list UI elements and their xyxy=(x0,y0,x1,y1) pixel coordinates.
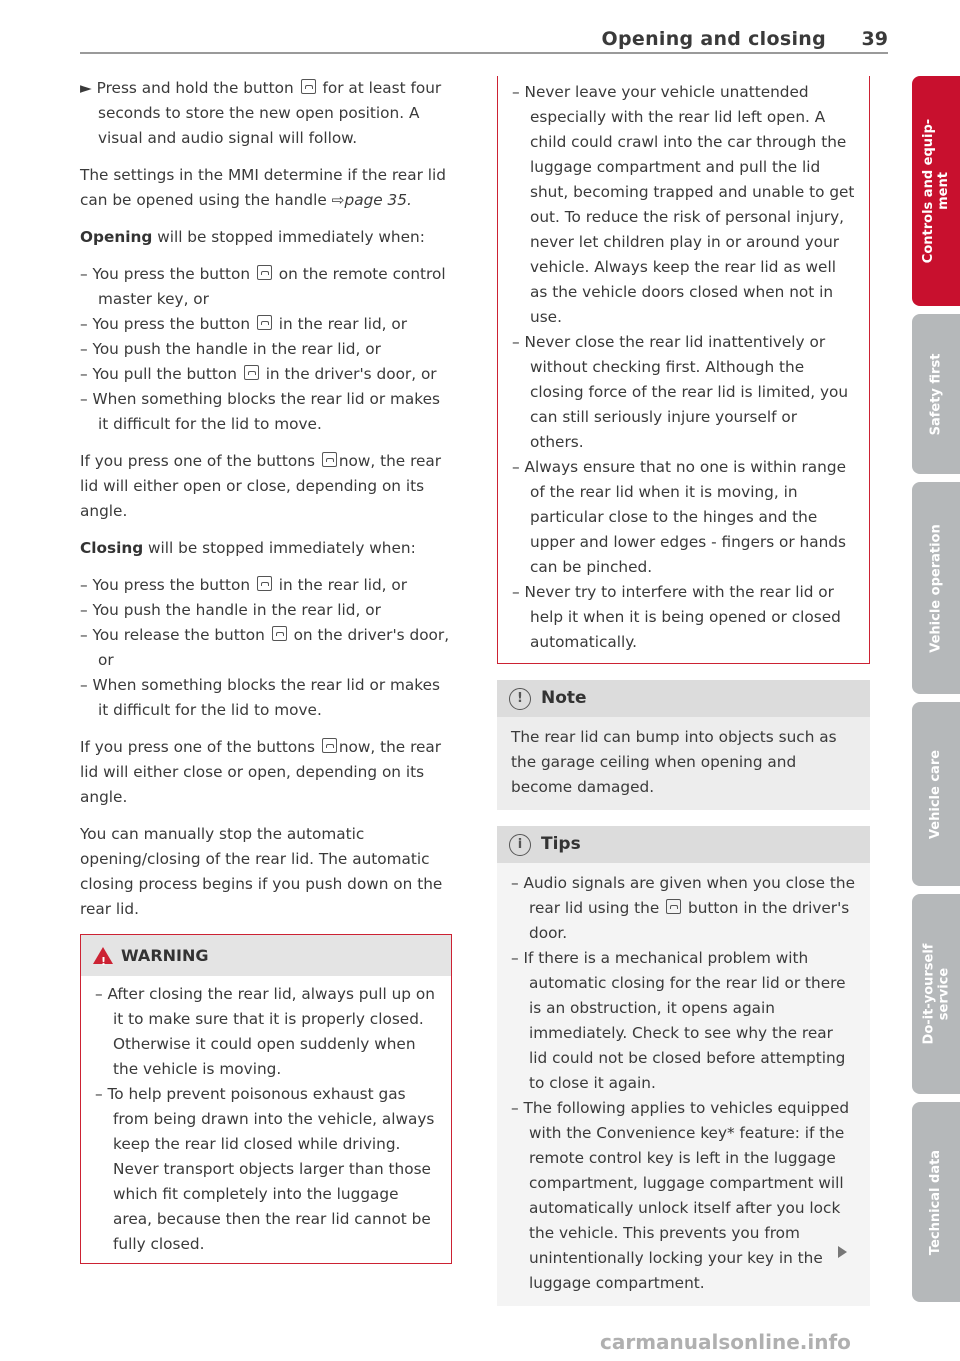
warning-title: WARNING xyxy=(121,946,209,965)
warning-box xyxy=(80,934,452,1264)
tips-body xyxy=(497,863,870,1306)
rear-lid-button-icon xyxy=(322,738,337,753)
rear-lid-button-icon xyxy=(257,576,272,591)
opening-after-paragraph: If you press one of the buttons now, the rear lid will either open or close, depending on its angle. xyxy=(80,452,442,520)
right-column xyxy=(497,76,870,1306)
rear-lid-button-icon xyxy=(666,899,681,914)
rear-lid-button-icon xyxy=(301,79,316,94)
list-item: – You pull the button in the driver's door, or xyxy=(80,365,437,383)
watermark: carmanualsonline.info xyxy=(600,1330,851,1354)
tab-technical-data[interactable]: Technical data xyxy=(912,1102,960,1302)
rear-lid-button-icon xyxy=(322,452,337,467)
list-item: – When something blocks the rear lid or makes it difficult for the lid to move. xyxy=(80,676,440,719)
warning-item: – To help prevent poisonous exhaust gas from being drawn into the vehicle, always keep the rear lid closed while driving. Never transport objects larger than those which fit completely into the luggage area, because then the rear lid cannot be fully closed. xyxy=(95,1085,435,1253)
tab-safety-first[interactable]: Safety first xyxy=(912,314,960,474)
list-item: – When something blocks the rear lid or makes it difficult for the lid to move. xyxy=(80,390,440,433)
left-column xyxy=(80,76,452,1264)
continue-arrow-icon xyxy=(838,1246,847,1258)
list-item: – You push the handle in the rear lid, or xyxy=(80,601,381,619)
warning-header xyxy=(81,935,451,976)
tips-item: – If there is a mechanical problem with automatic closing for the rear lid or there is an obstruction, it opens again immediately. Check to see why the rear lid could not be closed before attempting to close it again. xyxy=(511,949,846,1092)
exclamation-circle-icon: ! xyxy=(509,688,531,710)
manual-stop-paragraph: You can manually stop the automatic opening/closing of the rear lid. The automatic closing process begins if you push down on the rear lid. xyxy=(80,825,443,918)
tips-title: Tips xyxy=(541,834,581,854)
tab-controls-and-equipment[interactable]: Controls and equip- ment xyxy=(912,76,960,306)
warning-item: – After closing the rear lid, always pull up on it to make sure that it is properly closed. Otherwise it could open suddenly when the vehicle is moving. xyxy=(95,985,435,1078)
rear-lid-button-icon xyxy=(244,365,259,380)
opening-paragraph: Opening will be stopped immediately when: xyxy=(80,228,425,246)
warning-item: – Never leave your vehicle unattended especially with the rear lid left open. A child could crawl into the car through the luggage compartment and pull the lid shut, becoming trapped and unable to get out. To reduce the risk of personal injury, never let children play in or around your vehicle. Always keep the rear lid as well as the vehicle doors closed when not in use. xyxy=(512,83,855,326)
intro-bullet: ► Press and hold the button for at least four seconds to store the new open position. A visual and audio signal will follow. xyxy=(80,79,442,147)
rear-lid-button-icon xyxy=(272,626,287,641)
list-item: – You press the button in the rear lid, or xyxy=(80,315,408,333)
list-item: – You press the button in the rear lid, or xyxy=(80,576,408,594)
tips-item: – Audio signals are given when you close the rear lid using the button in the driver's door. xyxy=(511,874,856,942)
warning-item: – Never try to interfere with the rear lid or help it when it is being opened or closed automatically. xyxy=(512,583,841,651)
warning-continued-box xyxy=(497,76,870,664)
rear-lid-button-icon xyxy=(257,265,272,280)
note-box xyxy=(497,680,870,810)
list-item: – You release the button on the driver's door, or xyxy=(80,626,450,669)
list-item: – You press the button on the remote control master key, or xyxy=(80,265,446,308)
closing-after-paragraph: If you press one of the buttons now, the rear lid will either close or open, depending on its angle. xyxy=(80,738,442,806)
tips-header xyxy=(497,826,870,863)
settings-paragraph: The settings in the MMI determine if the rear lid can be opened using the handle ⇨page 35. xyxy=(80,166,446,209)
note-title: Note xyxy=(541,688,587,708)
closing-paragraph: Closing will be stopped immediately when: xyxy=(80,539,416,557)
tab-do-it-yourself-service[interactable]: Do-it-yourself service xyxy=(912,894,960,1094)
section-title: Opening and closing xyxy=(601,28,826,50)
page-number: 39 xyxy=(861,28,888,50)
warning-body xyxy=(81,976,451,1263)
note-header xyxy=(497,680,870,717)
tab-vehicle-care[interactable]: Vehicle care xyxy=(912,702,960,886)
warning-item: – Never close the rear lid inattentively or without checking first. Although the closing force of the rear lid is limited, you can still seriously injure yourself or others. xyxy=(512,333,849,451)
tips-item: – The following applies to vehicles equipped with the Convenience key* feature: if the remote control key is left in the luggage compartment, luggage compartment will automatically unlock itself after you lock the vehicle. This prevents you from unintentionally locking your key in the luggage compartment. xyxy=(511,1099,850,1292)
warning-triangle-icon xyxy=(93,947,113,964)
note-body: The rear lid can bump into objects such as the garage ceiling when opening and become damaged. xyxy=(511,728,837,796)
page-reference-link[interactable]: ⇨page 35. xyxy=(331,191,412,209)
info-circle-icon: i xyxy=(509,834,531,856)
list-item: – You push the handle in the rear lid, or xyxy=(80,340,381,358)
page-header xyxy=(80,22,888,54)
tips-box xyxy=(497,826,870,1306)
closing-list xyxy=(80,573,452,723)
warning-item: – Always ensure that no one is within range of the rear lid when it is moving, in particular close to the hinges and the upper and lower edges - fingers or hands can be pinched. xyxy=(512,458,846,576)
rear-lid-button-icon xyxy=(257,315,272,330)
opening-list xyxy=(80,262,452,437)
tab-vehicle-operation[interactable]: Vehicle operation xyxy=(912,482,960,694)
